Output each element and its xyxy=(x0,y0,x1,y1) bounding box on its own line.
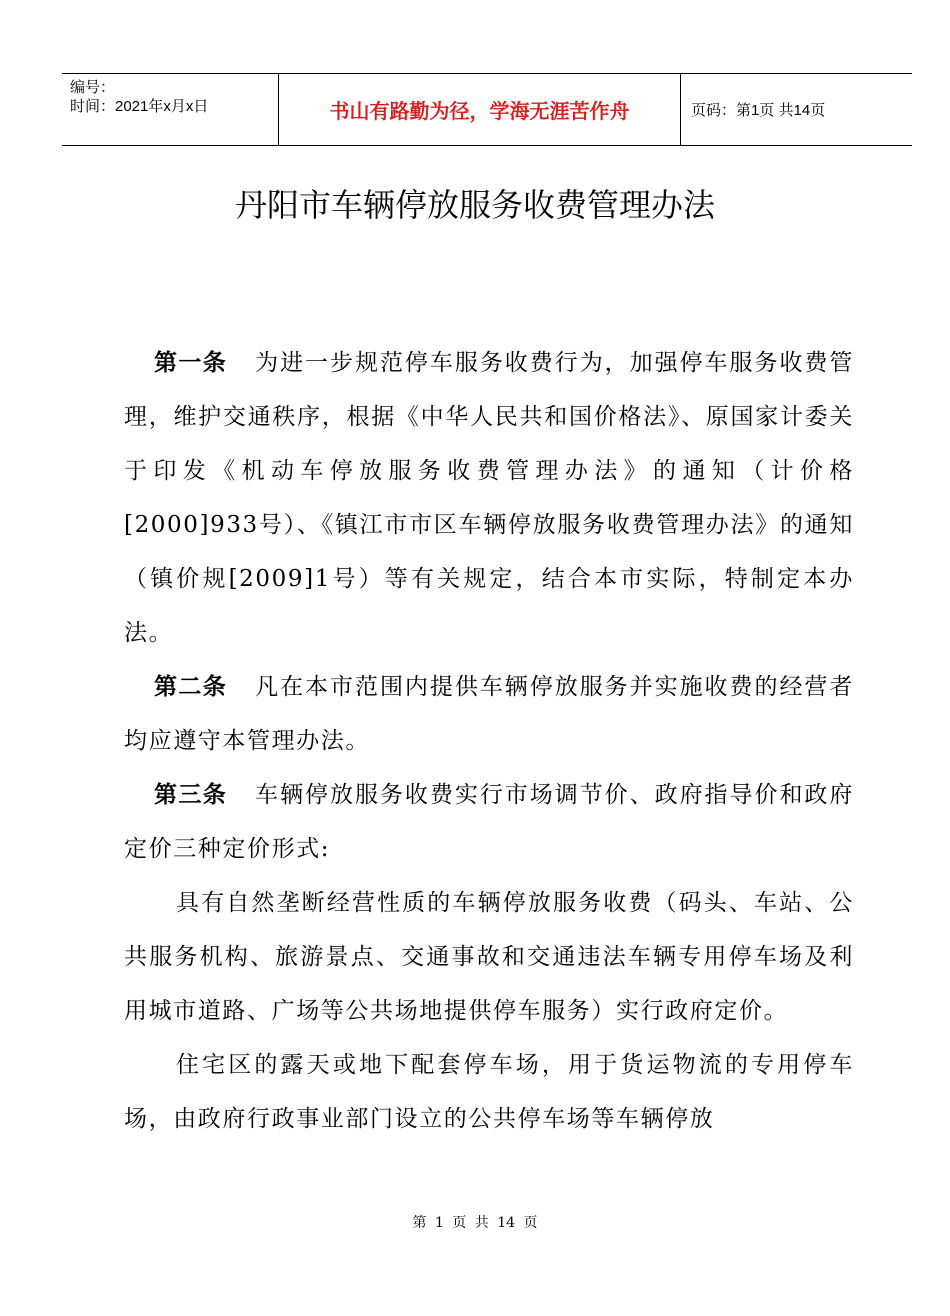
document-time-label: 时间：2021年x月x日 xyxy=(70,98,209,115)
article-paragraph xyxy=(124,768,854,876)
document-title: 丹阳市车辆停放服务收费管理办法 xyxy=(234,186,715,224)
article-paragraph xyxy=(124,336,854,660)
article-label: 第三条 xyxy=(154,782,228,808)
header-info-cell xyxy=(62,74,278,145)
article-label: 第一条 xyxy=(154,350,228,376)
article-text: 为进一步规范停车服务收费行为，加强停车服务收费管理，维护交通秩序，根据《中华人民共和国价格法》、原国家计委关于印发《机动车停放服务收费管理办法》的通知（计价格[2000]933号）、《镇江市市区车辆停放服务收费管理办法》的通知（镇价规[2009]1号）等有关规定，结合本市实际，特制定本办法。 xyxy=(124,350,854,646)
article-text: 车辆停放服务收费实行市场调节价、政府指导价和政府定价三种定价形式: xyxy=(124,782,854,862)
document-number-label: 编号： xyxy=(70,79,116,96)
header-table xyxy=(62,73,912,146)
header-page-code: 页码：第1页 共14页 xyxy=(691,102,826,119)
document-body xyxy=(124,336,854,1146)
header-motto: 书山有路勤为径，学海无涯苦作舟 xyxy=(329,99,630,123)
body-paragraph: 具有自然垄断经营性质的车辆停放服务收费（码头、车站、公共服务机构、旅游景点、交通事故和交通违法车辆专用停车场及利用城市道路、广场等公共场地提供停车服务）实行政府定价。 xyxy=(124,890,854,1024)
header-page-cell xyxy=(681,74,912,145)
article-text: 凡在本市范围内提供车辆停放服务并实施收费的经营者均应遵守本管理办法。 xyxy=(124,674,854,754)
body-paragraph: 住宅区的露天或地下配套停车场，用于货运物流的专用停车场，由政府行政事业部门设立的公共停车场等车辆停放 xyxy=(124,1052,854,1132)
article-paragraph xyxy=(124,660,854,768)
header-motto-cell xyxy=(278,74,681,145)
article-label: 第二条 xyxy=(154,674,228,700)
page-footer: 第 1 页 共 14 页 xyxy=(412,1215,538,1231)
